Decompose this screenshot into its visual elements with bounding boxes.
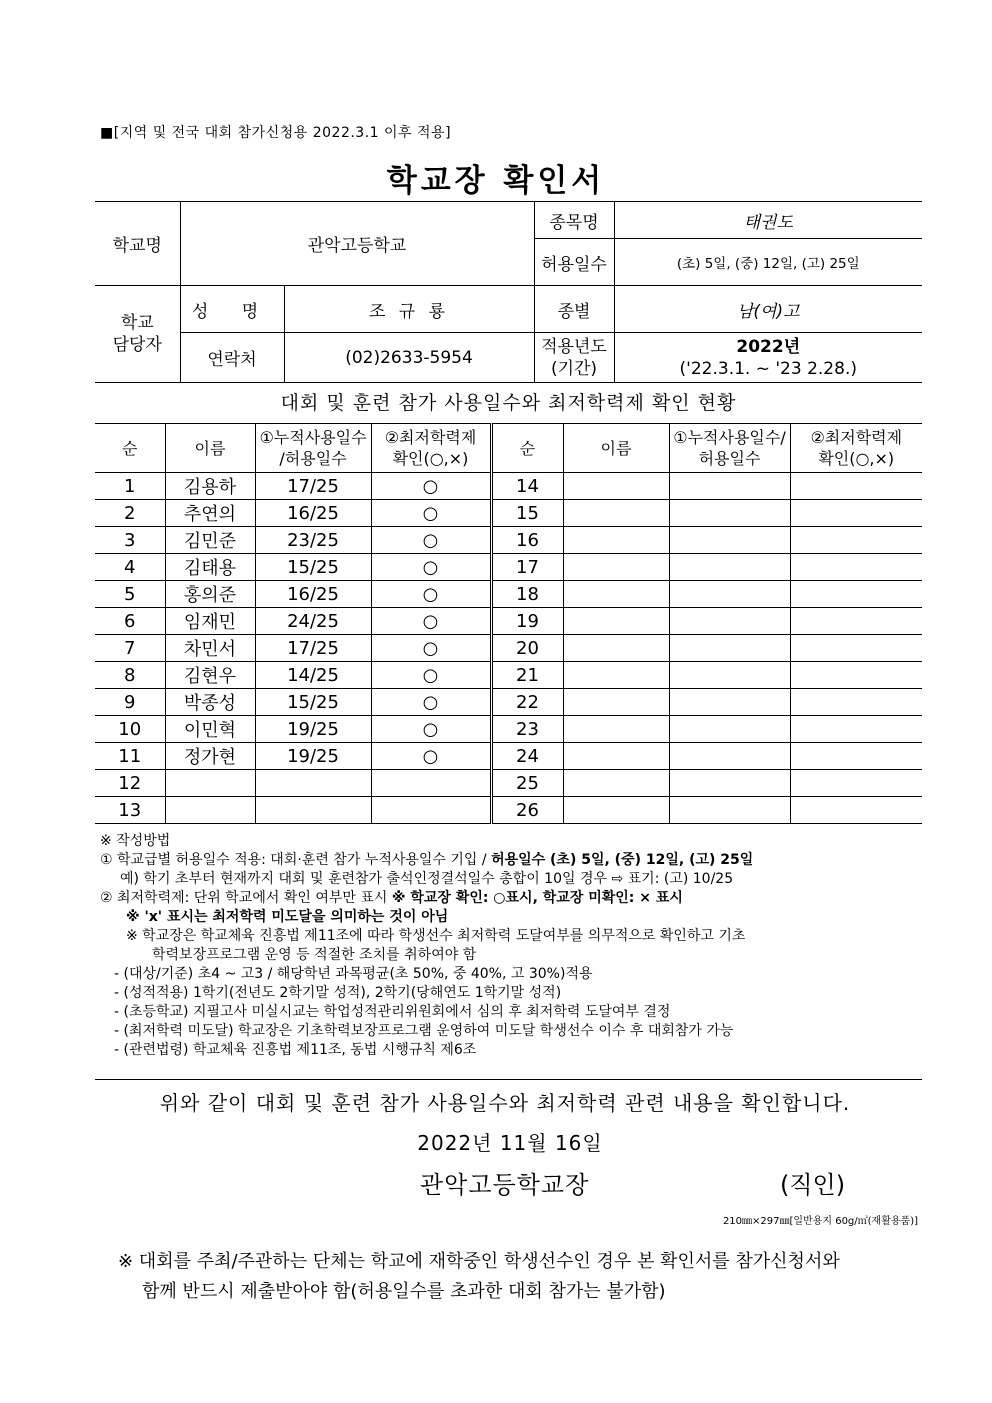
allowed-days-value: (초) 5일, (중) 12일, (고) 25일 [614,239,922,286]
footer-notice [118,1247,840,1307]
row-name-right [563,716,669,743]
row-name-right [563,743,669,770]
row-name-right [563,554,669,581]
detail-elementary: - (초등학교) 지필고사 미실시교는 학업성적관리위원회에서 심의 후 최저학력 도달여부 결정 [114,1004,671,1020]
note-x-mark: ※ 'x' 표시는 최저학력 미도달을 의미하는 것이 아님 [126,909,449,925]
table-row [95,635,922,662]
row-check-left: ○ [371,662,491,689]
row-no-left: 9 [95,689,165,716]
col-name-right: 이름 [563,424,669,473]
note-principal-duty: ※ 학교장은 학교체육 진흥법 제11조에 따라 학생선수 최저학력 도달여부를 의무적으로 확인하고 기초 [126,928,746,944]
table-row [95,608,922,635]
category-label: 종별 [534,286,614,333]
row-days-right [669,554,790,581]
row-no-right: 17 [491,554,563,581]
row-name-left: 김용하 [165,473,255,500]
col-check-right: ②최저학력제 확인(○,×) [790,424,922,473]
row-check-right [790,797,922,824]
table-row [95,743,922,770]
row-no-right: 24 [491,743,563,770]
row-check-left [371,797,491,824]
row-check-right [790,662,922,689]
row-days-right [669,581,790,608]
row-name-left [165,797,255,824]
detail-target: - (대상/기준) 초4 ~ 고3 / 해당학년 과목평균(초 50%, 중 40%, 고 30%)적용 [114,966,593,982]
row-no-left: 2 [95,500,165,527]
row-check-right [790,689,922,716]
row-name-right [563,635,669,662]
row-days-left: 17/25 [255,473,371,500]
row-no-left: 10 [95,716,165,743]
row-name-right [563,581,669,608]
row-days-right [669,635,790,662]
row-check-right [790,635,922,662]
col-name-left: 이름 [165,424,255,473]
participation-table [95,423,922,824]
row-name-right [563,500,669,527]
row-name-left: 홍의준 [165,581,255,608]
row-check-left: ○ [371,473,491,500]
row-check-right [790,608,922,635]
official-seal: (직인) [780,1171,846,1199]
row-days-left: 19/25 [255,743,371,770]
school-manager-label: 학교 담당자 [95,286,180,383]
row-days-right [669,473,790,500]
table-header-row [95,424,922,473]
row-no-left: 12 [95,770,165,797]
manager-name-label: 성 명 [180,286,284,333]
row-days-left: 15/25 [255,554,371,581]
row-days-left [255,797,371,824]
row-no-left: 11 [95,743,165,770]
row-no-right: 16 [491,527,563,554]
row-name-left: 차민서 [165,635,255,662]
row-check-left: ○ [371,716,491,743]
writing-instructions [100,832,925,1060]
contact-value: (02)2633-5954 [284,333,534,383]
detail-below-minimum: - (최저학력 미도달) 학교장은 기초학력보장프로그램 운영하여 미도달 학생선수 이수 후 대회참가 가능 [114,1023,734,1039]
table-row [95,770,922,797]
applicable-year-value: 2022년 ('22.3.1. ~ '23 2.28.) [614,333,922,383]
row-days-left: 15/25 [255,689,371,716]
row-name-left: 추연의 [165,500,255,527]
row-days-right [669,500,790,527]
manager-name-value: 조 규 룡 [284,286,534,333]
row-name-left: 박종성 [165,689,255,716]
row-check-right [790,527,922,554]
row-name-right [563,689,669,716]
row-days-left: 23/25 [255,527,371,554]
row-no-left: 4 [95,554,165,581]
row-name-right [563,797,669,824]
note-principal-duty-cont: 학력보장프로그램 운영 등 적절한 조치를 취하여야 함 [152,947,477,963]
row-days-right [669,608,790,635]
notes-heading: ※ 작성방법 [100,833,171,849]
row-days-left: 19/25 [255,716,371,743]
row-no-right: 14 [491,473,563,500]
row-no-right: 23 [491,716,563,743]
row-name-right [563,770,669,797]
row-check-left: ○ [371,581,491,608]
col-check-left: ②최저학력제 확인(○,×) [371,424,491,473]
document-title: 학교장 확인서 [386,163,606,199]
table-row [95,581,922,608]
row-days-left [255,770,371,797]
row-name-left: 김민준 [165,527,255,554]
row-name-left: 김태용 [165,554,255,581]
row-name-left: 김현우 [165,662,255,689]
divider-line [95,1079,922,1080]
table-row [95,500,922,527]
note-allowed-days: ① 학교급별 허용일수 적용: 대회·훈련 참가 누적사용일수 기입 / 허용일수 (초) 5일, (중) 12일, (고) 25일 [100,852,754,868]
row-check-right [790,554,922,581]
row-no-right: 22 [491,689,563,716]
table-row [95,554,922,581]
row-name-right [563,662,669,689]
row-no-left: 6 [95,608,165,635]
row-no-left: 1 [95,473,165,500]
confirmation-statement: 위와 같이 대회 및 훈련 참가 사용일수와 최저학력 관련 내용을 확인합니다. [159,1091,851,1115]
note-min-academic: ② 최저학력제: 단위 학교에서 확인 여부만 표시 ※ 학교장 확인: ○표시, 학교장 미확인: × 표시 [100,890,683,906]
row-check-left: ○ [371,635,491,662]
row-check-left: ○ [371,608,491,635]
row-no-left: 5 [95,581,165,608]
allowed-days-label: 허용일수 [534,239,614,286]
row-no-left: 13 [95,797,165,824]
row-name-left: 임재민 [165,608,255,635]
row-no-right: 19 [491,608,563,635]
category-value: 남(여)고 [614,286,922,333]
row-days-left: 24/25 [255,608,371,635]
row-check-left: ○ [371,500,491,527]
row-no-left: 3 [95,527,165,554]
form-usage-tag: ■[지역 및 전국 대회 참가신청용 2022.3.1 이후 적용] [100,125,452,141]
row-name-left: 정가현 [165,743,255,770]
table-row [95,662,922,689]
row-days-right [669,716,790,743]
row-check-left: ○ [371,554,491,581]
row-name-right [563,473,669,500]
row-days-left: 16/25 [255,500,371,527]
row-name-right [563,527,669,554]
table-row [95,797,922,824]
row-no-right: 21 [491,662,563,689]
table-row [95,716,922,743]
row-days-left: 16/25 [255,581,371,608]
row-no-right: 15 [491,500,563,527]
row-days-right [669,797,790,824]
row-no-right: 26 [491,797,563,824]
row-days-left: 14/25 [255,662,371,689]
row-no-left: 8 [95,662,165,689]
row-no-right: 18 [491,581,563,608]
table-row [95,473,922,500]
detail-grades: - (성적적용) 1학기(전년도 2학기말 성적), 2학기(당해연도 1학기말 성적) [114,985,562,1001]
row-name-left: 이민혁 [165,716,255,743]
row-days-right [669,662,790,689]
principal-title: 관악고등학교장 [420,1171,590,1199]
col-days-right: ①누적사용일수/ 허용일수 [669,424,790,473]
col-days-left: ①누적사용일수 /허용일수 [255,424,371,473]
row-check-left: ○ [371,743,491,770]
school-name-label: 학교명 [95,202,180,286]
row-days-right [669,770,790,797]
applicable-year-label: 적용년도 (기간) [534,333,614,383]
row-check-right [790,770,922,797]
row-name-left [165,770,255,797]
row-check-left: ○ [371,527,491,554]
col-no-right: 순 [491,424,563,473]
event-value: 태권도 [614,202,922,239]
row-check-right [790,716,922,743]
col-no-left: 순 [95,424,165,473]
table-row [95,689,922,716]
footer-line-2: 함께 반드시 제출받아야 함(허용일수를 초과한 대회 참가는 불가함) [142,1281,666,1302]
row-check-right [790,500,922,527]
issue-date: 2022년 11월 16일 [417,1131,603,1155]
school-name-value: 관악고등학교 [180,202,534,286]
row-days-right [669,527,790,554]
row-no-right: 25 [491,770,563,797]
note-example: 예) 학기 초부터 현재까지 대회 및 훈련참가 출석인정결석일수 총합이 10일 경우 ⇨ 표기: (고) 10/25 [120,871,734,887]
row-name-right [563,608,669,635]
section-title: 대회 및 훈련 참가 사용일수와 최저학력제 확인 현황 [280,392,737,414]
paper-spec: 210㎜×297㎜[일반용지 60g/㎡(재활용품)] [722,1216,918,1227]
row-check-left [371,770,491,797]
footer-line-1: ※ 대회를 주최/주관하는 단체는 학교에 재학중인 학생선수인 경우 본 확인서를 참가신청서와 [118,1251,840,1272]
event-label: 종목명 [534,202,614,239]
row-no-right: 20 [491,635,563,662]
row-check-left: ○ [371,689,491,716]
school-info-table [95,201,922,383]
row-days-right [669,743,790,770]
table-row [95,527,922,554]
row-days-left: 17/25 [255,635,371,662]
row-check-right [790,743,922,770]
row-check-right [790,581,922,608]
detail-related-law: - (관련법령) 학교체육 진흥법 제11조, 동법 시행규칙 제6조 [114,1042,477,1058]
contact-label: 연락처 [180,333,284,383]
row-check-right [790,473,922,500]
row-no-left: 7 [95,635,165,662]
row-days-right [669,689,790,716]
